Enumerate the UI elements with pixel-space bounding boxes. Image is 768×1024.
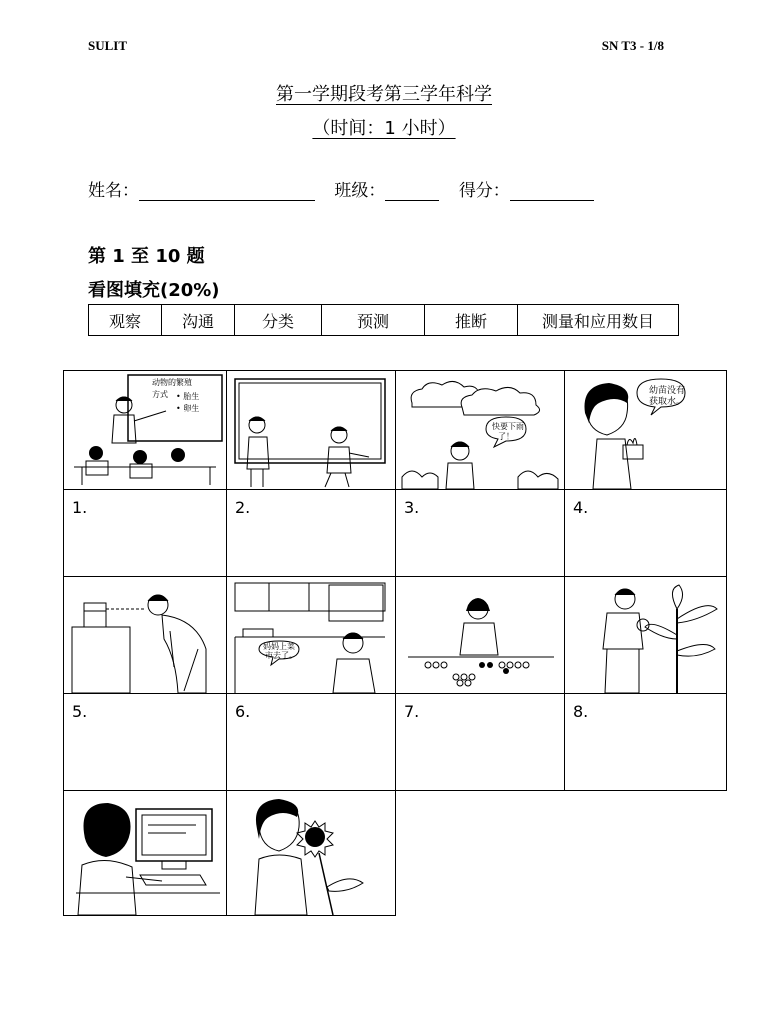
skill-observe: 观察 <box>89 305 162 336</box>
skill-communicate: 沟通 <box>162 305 235 336</box>
picture-cell-8 <box>564 576 727 694</box>
answer-box-1[interactable] <box>63 489 227 577</box>
class-label: 班级： <box>334 181 386 201</box>
skill-measure: 测量和应用数目 <box>518 305 679 336</box>
question-number: 5. <box>72 702 88 721</box>
question-number: 7. <box>404 702 420 721</box>
page-code: SN T3 - 1/8 <box>601 38 664 53</box>
question-number: 3. <box>404 498 420 517</box>
answer-box-5[interactable] <box>63 693 227 791</box>
answer-box-3[interactable] <box>395 489 565 577</box>
picture-cell-3 <box>395 370 565 490</box>
question-number: 4. <box>573 498 589 517</box>
boy-clouds-illustration <box>398 373 564 489</box>
answer-box-2[interactable] <box>226 489 396 577</box>
svg-text:了！: 了！ <box>498 432 514 441</box>
svg-text:获取水。: 获取水。 <box>649 397 686 407</box>
question-number: 6. <box>235 702 251 721</box>
students-whiteboard-illustration <box>229 373 395 489</box>
boy-kitchen-illustration <box>229 579 395 693</box>
boy-beaker-illustration <box>66 579 226 693</box>
svg-text:• 胎生: • 胎生 <box>176 392 200 401</box>
skills-table <box>88 304 679 336</box>
skill-classify: 分类 <box>235 305 322 336</box>
svg-text:妈妈上菜: 妈妈上菜 <box>263 642 295 651</box>
picture-cell-9 <box>63 790 227 916</box>
question-number: 1. <box>72 498 88 517</box>
question-number: 8. <box>573 702 589 721</box>
skill-infer: 推断 <box>425 305 518 336</box>
picture-cell-4 <box>564 370 727 490</box>
answer-box-4[interactable] <box>564 489 727 577</box>
girl-computer-illustration <box>66 793 226 915</box>
svg-text:幼苗没有: 幼苗没有 <box>649 386 686 396</box>
picture-cell-1 <box>63 370 227 490</box>
score-blank[interactable] <box>510 182 594 201</box>
svg-text:方式: 方式 <box>152 390 168 399</box>
svg-text:动物的繁殖: 动物的繁殖 <box>152 378 192 387</box>
name-blank[interactable] <box>139 182 315 201</box>
girl-sorting-beads-illustration <box>398 579 564 693</box>
answer-box-6[interactable] <box>226 693 396 791</box>
picture-cell-10 <box>226 790 396 916</box>
svg-text:快要下雨: 快要下雨 <box>492 422 524 431</box>
skill-predict: 预测 <box>322 305 425 336</box>
svg-text:• 卵生: • 卵生 <box>176 404 200 413</box>
picture-cell-5 <box>63 576 227 694</box>
boy-plant-magnifier-illustration <box>567 579 726 693</box>
answer-box-8[interactable] <box>564 693 727 791</box>
svg-text:市去了。: 市去了。 <box>265 651 297 660</box>
picture-cell-2 <box>226 370 396 490</box>
picture-cell-7 <box>395 576 565 694</box>
score-label: 得分： <box>458 181 510 201</box>
teacher-board-illustration <box>66 373 226 489</box>
name-label: 姓名： <box>88 181 139 201</box>
girl-sunflower-illustration <box>229 793 395 915</box>
picture-cell-6 <box>226 576 396 694</box>
answer-box-7[interactable] <box>395 693 565 791</box>
section-instruction: 看图填充(20%) <box>88 280 220 301</box>
classification-label: SULIT <box>88 38 128 53</box>
class-blank[interactable] <box>385 182 439 201</box>
girl-seedling-illustration <box>567 373 726 489</box>
exam-title: 第一学期段考第三学年科学 <box>276 84 492 105</box>
exam-duration: （时间：1 小时） <box>312 118 456 139</box>
question-range: 第 1 至 10 题 <box>88 246 205 267</box>
question-number: 2. <box>235 498 251 517</box>
student-info-row <box>88 176 608 201</box>
